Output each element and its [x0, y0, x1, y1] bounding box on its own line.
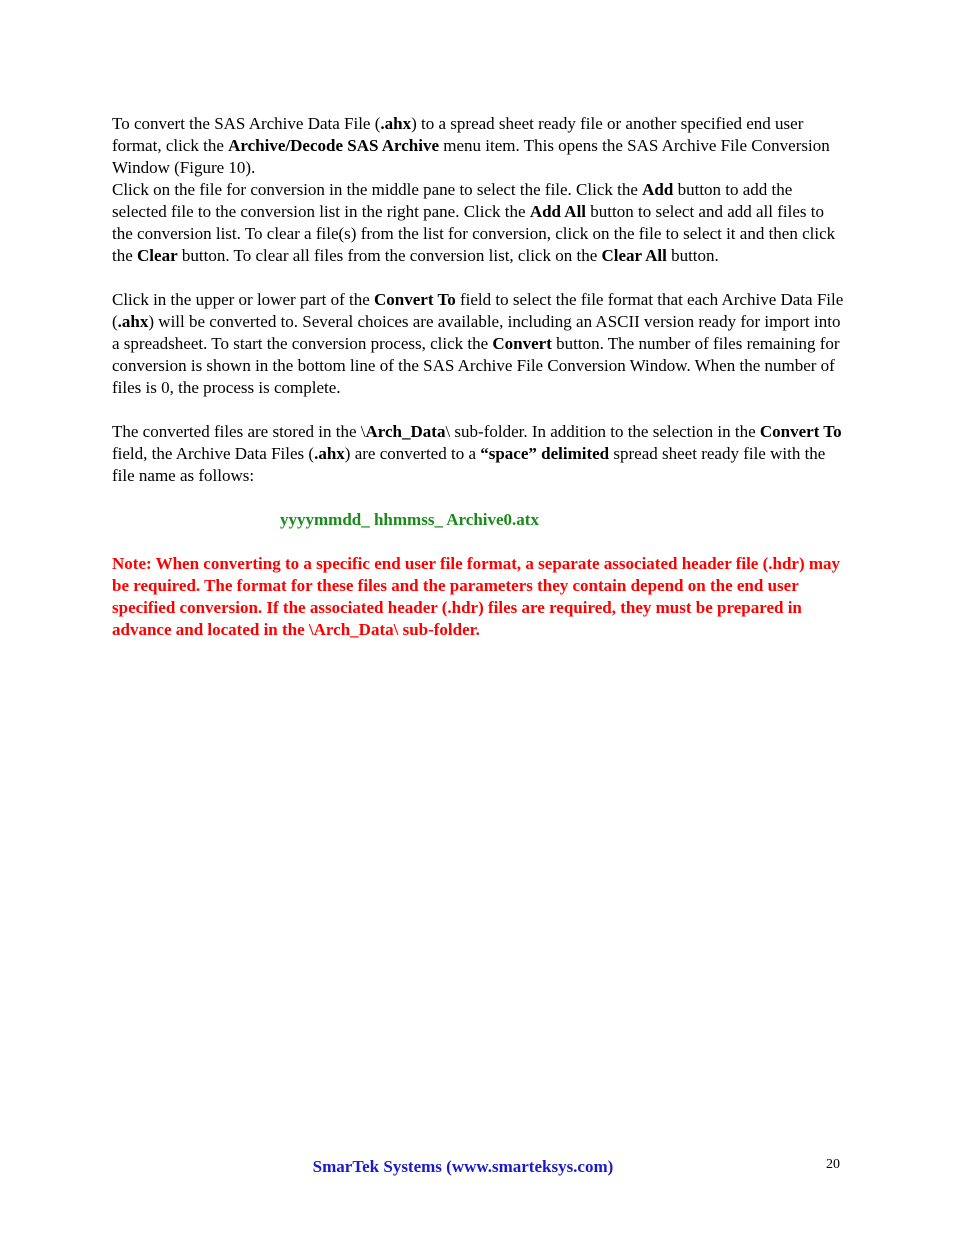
text: ) are converted to a — [344, 444, 481, 463]
note-paragraph: Note: When converting to a specific end user file format, a separate associated header file (.hdr) may be required. The format for these files and the parameters they contain depend on the end user specified conversion. If the associated header (.hdr) files are required, they must be prepared in advance and located in the \Arch_Data\ sub-folder. — [112, 554, 841, 639]
text: button to add the selected file to the conversion list in the right pane. Click the — [112, 180, 793, 221]
text: field, the Archive Data Files ( — [112, 444, 315, 463]
ahx-extension: .ahx — [380, 114, 412, 133]
add-button-name: Add — [642, 180, 674, 199]
add-all-button-name: Add All — [529, 202, 587, 221]
paragraph-intro — [112, 113, 847, 179]
folder-name: Arch_Data — [365, 422, 446, 441]
text: To convert the SAS Archive Data File ( — [112, 114, 381, 133]
page-number: 20 — [826, 1157, 840, 1172]
ahx-extension: .ahx — [117, 312, 149, 331]
convert-to-field-name: Convert To — [374, 290, 456, 309]
page-footer: SmarTek Systems (www.smarteksys.com) — [312, 1157, 614, 1176]
paragraph-output-location — [112, 421, 847, 487]
text: Click on the file for conversion in the middle pane to select the file. Click the — [112, 180, 643, 199]
spacer — [112, 267, 847, 289]
text: button. The number of files remaining for conversion is shown in the bottom line of the SAS Archive File Conversion Window. When the number of files is 0, the process is complete. — [112, 334, 840, 397]
text: spread sheet ready file with the file name as follows: — [112, 444, 826, 485]
convert-to-field-name: Convert To — [759, 422, 842, 441]
text: The converted files are stored in the \ — [112, 422, 366, 441]
text: Click in the upper or lower part of the — [112, 290, 375, 309]
text: menu item. This opens the SAS Archive File Conversion Window (Figure 10). — [112, 136, 830, 177]
text: field to select the file format that each Archive Data File ( — [112, 290, 844, 331]
page-content — [112, 113, 847, 641]
menu-item-name: Archive/Decode SAS Archive — [228, 136, 440, 155]
paragraph-file-selection — [112, 179, 847, 267]
convert-button-name: Convert — [492, 334, 552, 353]
delimiter-type: “space” delimited — [480, 444, 610, 463]
paragraph-convert-to — [112, 289, 847, 399]
output-filename-pattern: yyyymmdd_ hhmmss_ Archive0.atx — [280, 510, 539, 529]
text: ) will be converted to. Several choices are available, including an ASCII version ready for import into a spreadsheet. To start the conversion process, click the — [112, 312, 841, 353]
clear-all-button-name: Clear All — [601, 246, 667, 265]
clear-button-name: Clear — [137, 246, 178, 265]
text: button. To clear all files from the conversion list, click on the — [177, 246, 602, 265]
spacer — [112, 399, 847, 421]
text: button to select and add all files to the conversion list. To clear a file(s) from the list for conversion, click on the file to select it and then click the — [112, 202, 836, 265]
text: ) to a spread sheet ready file or another specified end user format, click the — [112, 114, 804, 155]
text: button. — [666, 246, 719, 265]
ahx-extension: .ahx — [314, 444, 345, 463]
text: \ sub-folder. In addition to the selection in the — [445, 422, 760, 441]
